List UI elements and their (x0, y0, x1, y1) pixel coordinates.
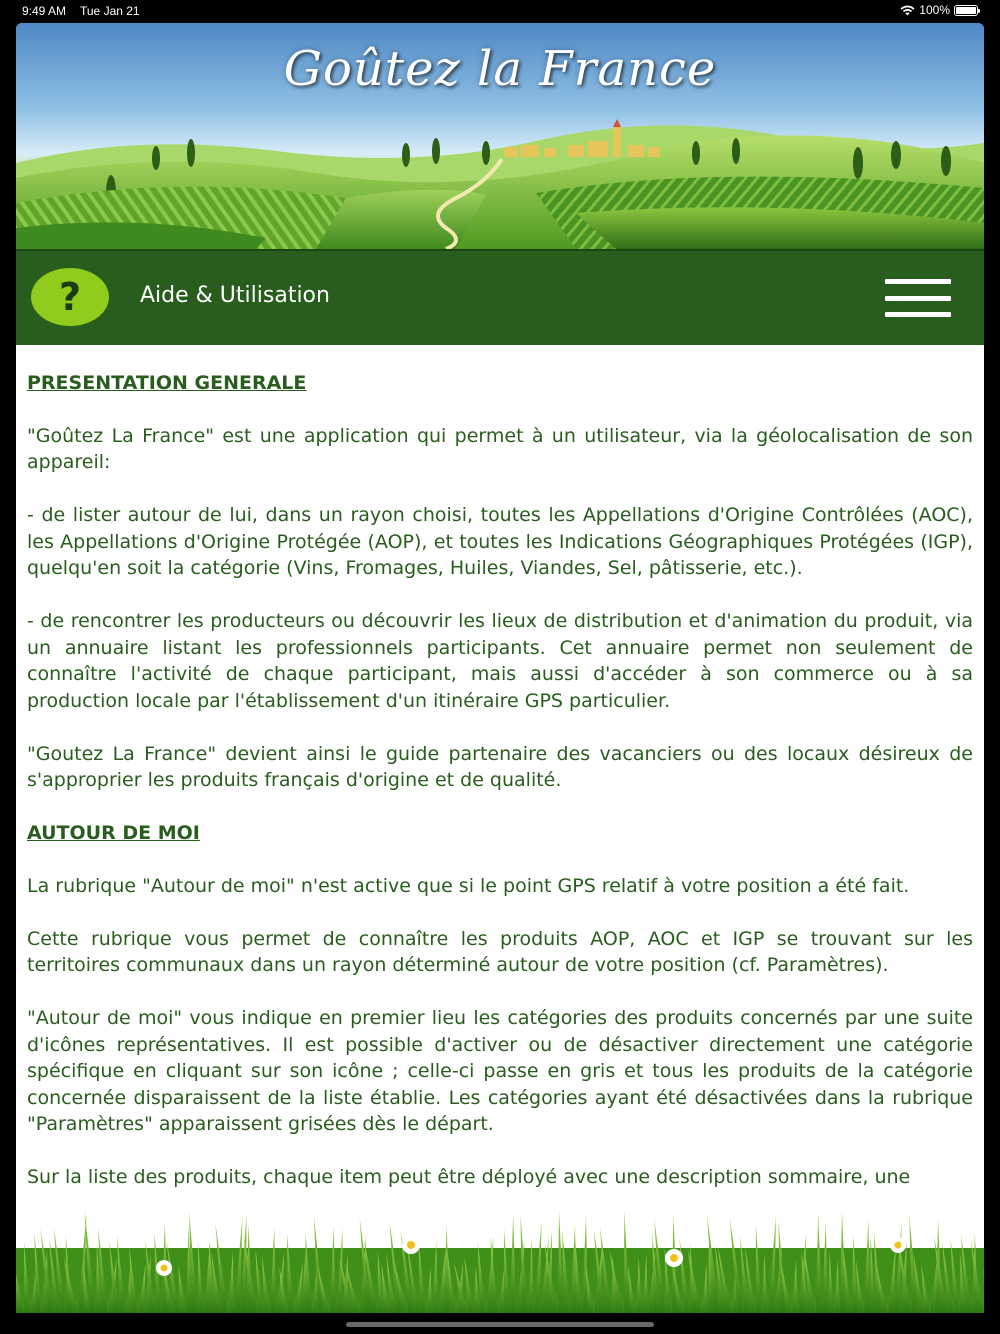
paragraph: Sur la liste des produits, chaque item peut être déployé avec une description sommaire, une (27, 1166, 911, 1188)
hamburger-menu-icon[interactable] (885, 279, 951, 317)
battery-percent: 100% (919, 3, 950, 17)
app-logo-title: Goûtez la France (283, 41, 717, 97)
paragraph: La rubrique "Autour de moi" n'est active que si le point GPS relatif à votre position a été fait. (27, 874, 910, 897)
header-banner (16, 23, 984, 249)
status-bar (0, 0, 1000, 22)
menu-bar (885, 312, 951, 317)
paragraph: Cette rubrique vous permet de connaître les produits AOP, AOC et IGP se trouvant sur les territoires communaux dans un rayon déterminé autour de votre position (cf. Paramètres). (27, 927, 973, 976)
section-heading-autour-de-moi: AUTOUR DE MOI (27, 822, 200, 844)
status-right (900, 3, 978, 17)
paragraph: "Goutez La France" devient ainsi le guide partenaire des vacanciers ou des locaux désireux de s'approprier les produits français d'origine et de qualité. (27, 742, 973, 791)
page-title: Aide & Utilisation (140, 283, 330, 308)
menu-bar (885, 279, 951, 284)
paragraph: "Autour de moi" vous indique en premier lieu les catégories des produits concernés par une suite d'icônes représentatives. Il est possible d'activer ou de désactiver directement une catégorie spécifique en cliquant sur son icône ; celle-ci passe en gris et tous les produits de la catégorie concernée disparaissent de la liste établie. Les catégories ayant été désactivées dans la rubrique "Paramètres" apparaissent grisées dès le départ. (27, 1007, 973, 1135)
menu-bar (885, 296, 951, 301)
section-heading-presentation: PRESENTATION GENERALE (27, 372, 307, 394)
paragraph: "Goûtez La France" est une application qui permet à un utilisateur, via la géolocalisation de son appareil: (27, 424, 973, 473)
battery-icon (954, 5, 978, 16)
help-content[interactable] (16, 345, 984, 1313)
status-time: 9:49 AM (22, 4, 67, 18)
status-date: Tue Jan 21 (80, 4, 140, 18)
paragraph: - de rencontrer les producteurs ou découvrir les lieux de distribution et d'animation du produit, via un annuaire listant les professionnels participants. Cet annuaire permet non seulement de connaître l'activité de chaque participant, mais aussi d'accéder à son commerce ou à sa production locale par l'établissement d'un itinéraire GPS particulier. (27, 610, 973, 712)
paragraph: - de lister autour de lui, dans un rayon choisi, toutes les Appellations d'Origine Contrôlées (AOC), les Appellations d'Origine Protégée (AOP), et toutes les Indications Géographiques Protégées (IGP), quelqu'en soit la catégorie (Vins, Fromages, Huiles, Viandes, Sel, pâtisserie, etc.). (27, 504, 973, 579)
wifi-icon (900, 5, 915, 16)
grass-footer-image (16, 1203, 984, 1313)
help-question-icon[interactable]: ? (31, 268, 109, 326)
toolbar (16, 249, 984, 345)
app-window (16, 23, 984, 1313)
home-indicator[interactable] (346, 1322, 654, 1327)
